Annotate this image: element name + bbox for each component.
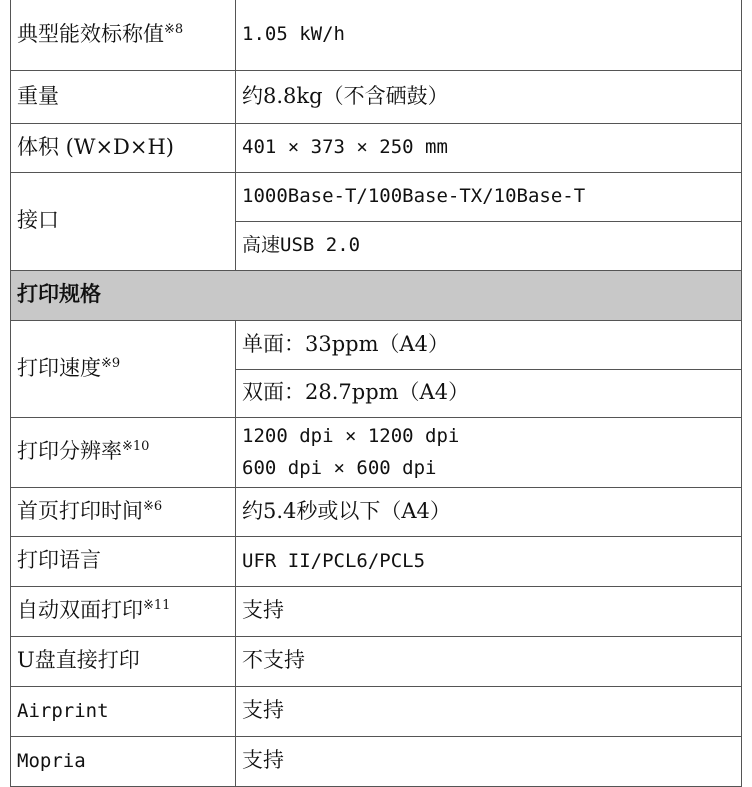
resolution-value-high: 1200 dpi × 1200 dpi: [242, 425, 460, 447]
volume-value: 401 × 373 × 250 mm: [236, 123, 742, 172]
airprint-label: Airprint: [11, 686, 236, 736]
language-value: UFR II/PCL6/PCL5: [236, 536, 742, 586]
resolution-label: [11, 417, 236, 487]
print-speed-duplex: 双面：28.7ppm（A4）: [236, 369, 742, 417]
table-row: [11, 536, 742, 586]
footnote-mark: ※8: [164, 22, 184, 38]
table-row: [11, 172, 742, 221]
first-page-value: 约5.4秒或以下（A4）: [236, 487, 742, 536]
label-text: 首页打印时间: [17, 498, 143, 523]
footnote-mark: ※6: [143, 498, 163, 514]
table-row: [11, 586, 742, 636]
interface-label: 接口: [11, 172, 236, 270]
table-row: [11, 636, 742, 686]
label-text: 打印分辨率: [17, 439, 122, 464]
table-row: [11, 686, 742, 736]
print-speed-label: [11, 320, 236, 417]
footnote-mark: ※9: [101, 355, 121, 371]
footnote-mark: ※10: [122, 439, 150, 455]
interface-value-ethernet: 1000Base-T/100Base-TX/10Base-T: [236, 172, 742, 221]
usb-direct-label: U盘直接打印: [11, 636, 236, 686]
section-print-spec: 打印规格: [11, 270, 742, 320]
footnote-mark: ※11: [143, 598, 171, 614]
table-row: [11, 417, 742, 487]
interface-value-usb: 高速USB 2.0: [236, 221, 742, 270]
table-row: [11, 123, 742, 172]
table-row: [11, 0, 742, 70]
weight-label: 重量: [11, 70, 236, 123]
label-text: 典型能效标称值: [17, 22, 164, 47]
spec-table: [10, 0, 742, 787]
mopria-label: Mopria: [11, 736, 236, 786]
table-row: [11, 320, 742, 369]
typical-energy-label: [11, 0, 236, 70]
volume-label: 体积 (W×D×H): [11, 123, 236, 172]
table-row: [11, 736, 742, 786]
airprint-value: 支持: [236, 686, 742, 736]
typical-energy-value: 1.05 kW/h: [236, 0, 742, 70]
duplex-label: [11, 586, 236, 636]
usb-direct-value: 不支持: [236, 636, 742, 686]
resolution-values: [236, 417, 742, 487]
first-page-label: [11, 487, 236, 536]
mopria-value: 支持: [236, 736, 742, 786]
section-row: [11, 270, 742, 320]
duplex-value: 支持: [236, 586, 742, 636]
resolution-value-standard: 600 dpi × 600 dpi: [242, 457, 437, 479]
language-label: 打印语言: [11, 536, 236, 586]
weight-value: 约8.8kg（不含硒鼓）: [236, 70, 742, 123]
table-row: [11, 487, 742, 536]
print-speed-simplex: 单面：33ppm（A4）: [236, 320, 742, 369]
label-text: 打印速度: [17, 355, 101, 380]
table-row: [11, 70, 742, 123]
label-text: 自动双面打印: [17, 598, 143, 623]
